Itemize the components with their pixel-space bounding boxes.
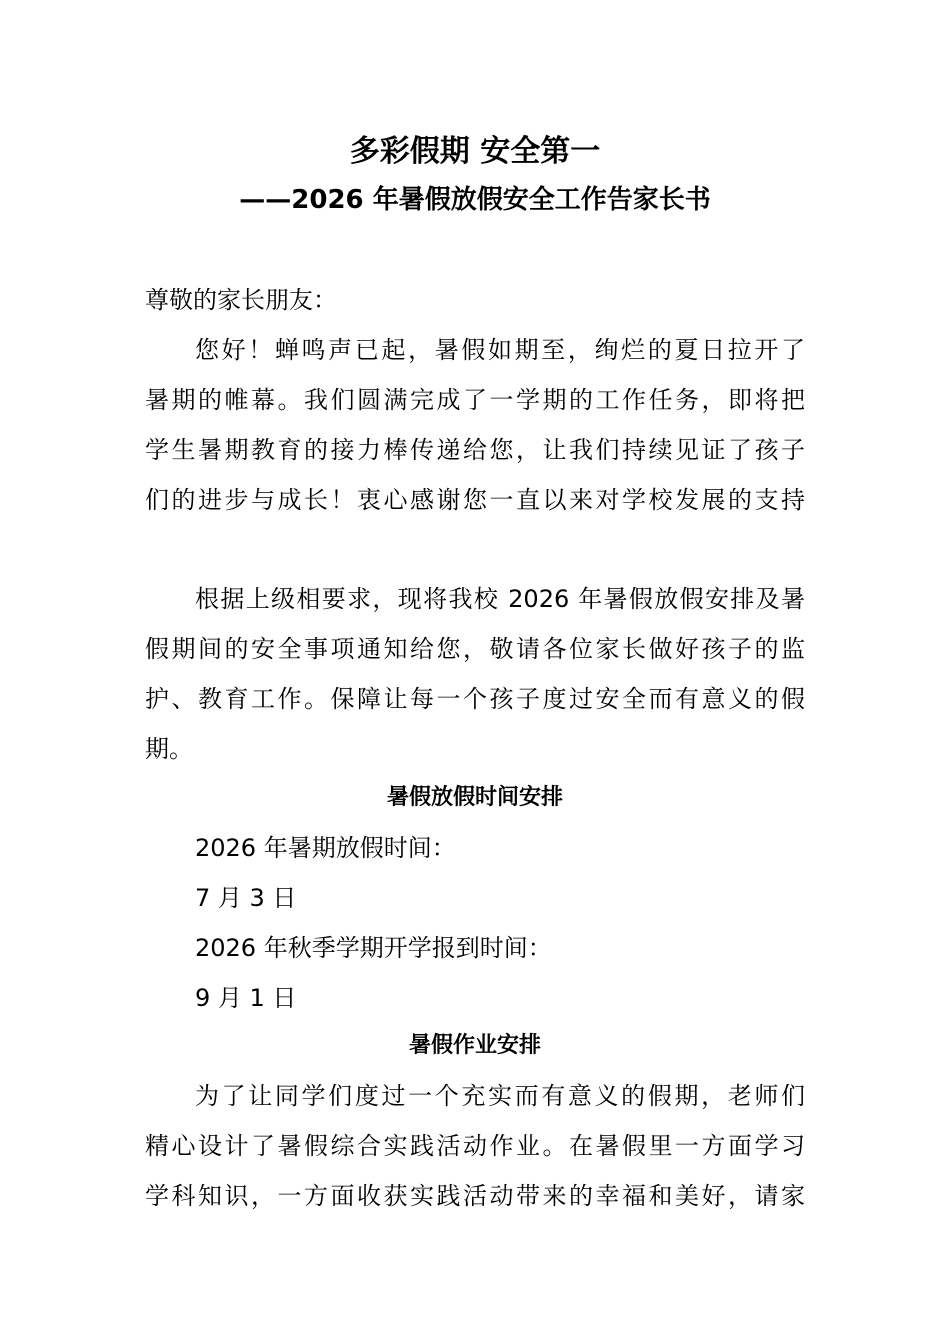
term-start-date: 9 月 1 日: [195, 984, 297, 1012]
paragraph-line: 为了让同学们度过一个充实而有意义的假期，老师们: [195, 1082, 805, 1110]
section-heading-schedule: 暑假放假时间安排: [386, 785, 563, 810]
document-title: 多彩假期 安全第一: [349, 134, 601, 169]
salutation: 尊敬的家长朋友：: [145, 286, 337, 314]
paragraph-line: 护、教育工作。保障让每一个孩子度过安全而有意义的假: [145, 685, 805, 713]
paragraph-line: 期。: [145, 735, 193, 763]
paragraph-line: 假期间的安全事项通知给您，敬请各位家长做好孩子的监: [145, 635, 805, 663]
holiday-start-date: 7 月 3 日: [195, 884, 297, 912]
paragraph-line: 您好！蝉鸣声已起，暑假如期至，绚烂的夏日拉开了: [195, 336, 805, 364]
paragraph-line: 根据上级相要求，现将我校 2026 年暑假放假安排及暑: [195, 585, 805, 613]
paragraph-line: 精心设计了暑假综合实践活动作业。在暑假里一方面学习: [145, 1132, 805, 1160]
document-subtitle: ——2026 年暑假放假安全工作告家长书: [239, 185, 711, 215]
notice-paragraph: [145, 574, 805, 774]
paragraph-line: 暑期的帷幕。我们圆满完成了一学期的工作任务，即将把: [145, 386, 805, 414]
paragraph-line: 学科知识，一方面收获实践活动带来的幸福和美好，请家: [145, 1182, 805, 1210]
schedule-section: [145, 823, 805, 1023]
paragraph-line: 们的进步与成长！衷心感谢您一直以来对学校发展的支持: [145, 486, 805, 514]
term-start-label: 2026 年秋季学期开学报到时间：: [195, 934, 552, 962]
homework-section: [145, 1071, 805, 1221]
letter-opening: [145, 275, 805, 525]
paragraph-line: 学生暑期教育的接力棒传递给您，让我们持续见证了孩子: [145, 436, 805, 464]
holiday-start-label: 2026 年暑期放假时间：: [195, 834, 456, 862]
section-heading-homework: 暑假作业安排: [408, 1033, 541, 1058]
